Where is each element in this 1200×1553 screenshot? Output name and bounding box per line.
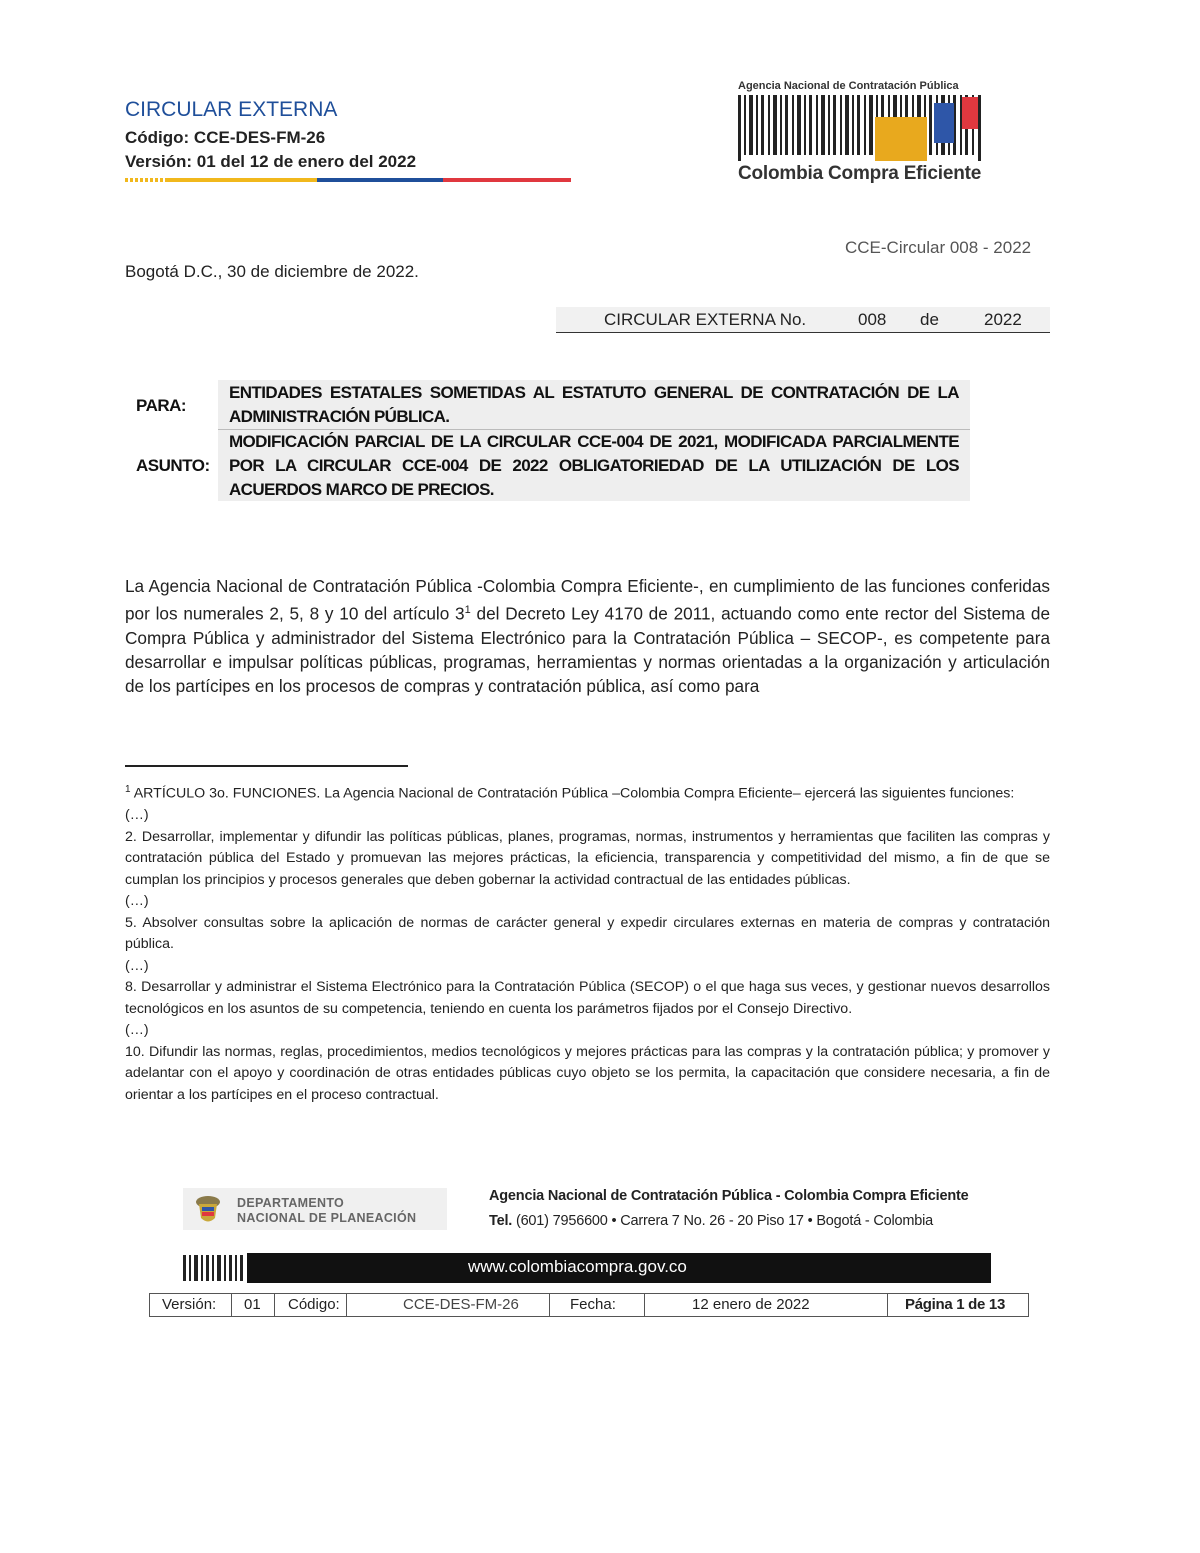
cell-divider — [549, 1294, 550, 1316]
footnote-item-10: 10. Difundir las normas, reglas, procedimientos, medios tecnológicos y mejores prácticas para las compras y la contratación pública; y promover y adelantar con el apoyo y coordinación de otras entidades públicas cuyo objeto se los permita, la capacitación que considere necesaria, a fin de orientar a los partícipes en el proceso contractual. — [125, 1043, 1050, 1103]
footnote-ellipsis: (…) — [125, 893, 149, 910]
footnote-ellipsis: (…) — [125, 807, 149, 824]
document-type-title: CIRCULAR EXTERNA — [125, 98, 338, 121]
cell-divider — [887, 1294, 888, 1316]
asunto-label: ASUNTO: — [136, 456, 210, 475]
para-text: ENTIDADES ESTATALES SOMETIDAS AL ESTATUTO GENERAL DE CONTRATACIÓN DE LA ADMINISTRACIÓN PÚBLICA. — [229, 383, 959, 426]
cell-divider — [231, 1294, 232, 1316]
cell-divider — [274, 1294, 275, 1316]
footnote-ellipsis: (…) — [125, 1022, 149, 1039]
colombia-compra-logo — [736, 80, 988, 188]
barcode-logo-icon — [738, 95, 988, 163]
footnote-separator — [125, 765, 408, 767]
footnote-marker: 1 — [125, 784, 131, 795]
asunto-text: MODIFICACIÓN PARCIAL DE LA CIRCULAR CCE-004 DE 2021, MODIFICADA PARCIALMENTE POR LA CIRCULAR CCE-004 DE 2022 OBLIGATORIEDAD DE LA UTILIZACIÓN DE LOS ACUERDOS MARCO DE PRECIOS. — [229, 432, 959, 499]
cell-divider — [346, 1294, 347, 1316]
dnp-line-2: NACIONAL DE PLANEACIÓN — [237, 1211, 417, 1225]
footnote — [125, 779, 1050, 1106]
para-label: PARA: — [136, 396, 187, 415]
date-label: Fecha: — [570, 1296, 616, 1313]
body-text-a: La Agencia Nacional de Contratación Pública -Colombia Compra Eficiente-, en cumplimiento de las funciones conferidas por los numerales 2, 5, 8 y 10 del artículo 3 — [125, 576, 1050, 624]
circular-number-row — [556, 307, 1050, 333]
footnote-item-2: 2. Desarrollar, implementar y difundir las políticas públicas, planes, programas, normas, instrumentos y herramientas que faciliten las compras y contratación pública del Estado y promuevan las mejores prácticas, la eficiencia, transparencia y competitividad del mismo, a fin de que se cumplan los principios y procesos generales que deben gobernar la actividad contractual de las entidades públicas. — [125, 828, 1050, 888]
dnp-line-1: DEPARTAMENTO — [237, 1196, 345, 1210]
circular-reference: CCE-Circular 008 - 2022 — [845, 238, 1032, 257]
footer-form-table — [149, 1293, 1029, 1317]
tel-label: Tel. — [489, 1213, 513, 1229]
circular-number-label: CIRCULAR EXTERNA No. — [604, 310, 807, 329]
header-color-bar — [125, 178, 571, 182]
footnote-item-8: 8. Desarrollar y administrar el Sistema Electrónico para la Contratación Pública (SECOP) o el que haga sus veces, y gestionar nuevos desarrollos tecnológicos en los asuntos de su competencia, teniendo en cuenta los parámetros fijados por el Consejo Directivo. — [125, 979, 1050, 1017]
footnote-item-5: 5. Absolver consultas sobre la aplicación de normas de carácter general y expedir circulares externas en materia de compras y contratación pública. — [125, 914, 1050, 953]
logo-name-text: Colombia Compra Eficiente — [738, 163, 982, 184]
body-paragraph — [125, 574, 1050, 698]
code-label: Código: — [288, 1296, 340, 1313]
subject-table — [218, 380, 970, 501]
circular-number-year: 2022 — [984, 310, 1022, 329]
contact-details: (601) 7956600 • Carrera 7 No. 26 - 20 Piso 17 • Bogotá - Colombia — [512, 1213, 934, 1229]
form-code: Código: CCE-DES-FM-26 — [125, 128, 326, 147]
footnote-ellipsis: (…) — [125, 957, 149, 974]
footer-url-link[interactable]: www.colombiacompra.gov.co — [468, 1257, 687, 1276]
version-value: 01 — [244, 1296, 261, 1313]
footer-url-bar — [183, 1253, 991, 1283]
form-version: Versión: 01 del 12 de enero del 2022 — [125, 152, 417, 171]
circular-number-de: de — [920, 310, 939, 329]
coat-of-arms-icon — [191, 1192, 225, 1226]
place-date: Bogotá D.C., 30 de diciembre de 2022. — [125, 262, 419, 281]
date-value: 12 enero de 2022 — [692, 1296, 810, 1313]
circular-number-value: 008 — [858, 310, 887, 329]
footer-contact — [489, 1213, 933, 1229]
body-text-b: del Decreto Ley 4170 de 2011, actuando como ente rector del Sistema de Compra Pública y administrador del Sistema Electrónico para la Contratación Pública – SECOP-, es competente para desarrollar e impulsar políticas públicas, programas, herramientas y normas orientadas a la organización y articulación de los partícipes en los procesos de compras y contratación pública, así como para — [125, 603, 1050, 696]
dnp-logo — [183, 1188, 447, 1230]
footer-agency: Agencia Nacional de Contratación Pública - Colombia Compra Eficiente — [489, 1188, 969, 1204]
footnote-ref[interactable]: 1 — [464, 604, 471, 616]
cell-divider — [644, 1294, 645, 1316]
page-number: Página 1 de 13 — [905, 1296, 1006, 1313]
footnote-intro: ARTÍCULO 3o. FUNCIONES. La Agencia Nacional de Contratación Pública –Colombia Compra Eficiente– ejercerá las siguientes funciones: — [130, 785, 1015, 802]
version-label: Versión: — [162, 1296, 217, 1313]
code-value: CCE-DES-FM-26 — [403, 1296, 519, 1313]
logo-agency-text: Agencia Nacional de Contratación Pública — [738, 80, 959, 92]
